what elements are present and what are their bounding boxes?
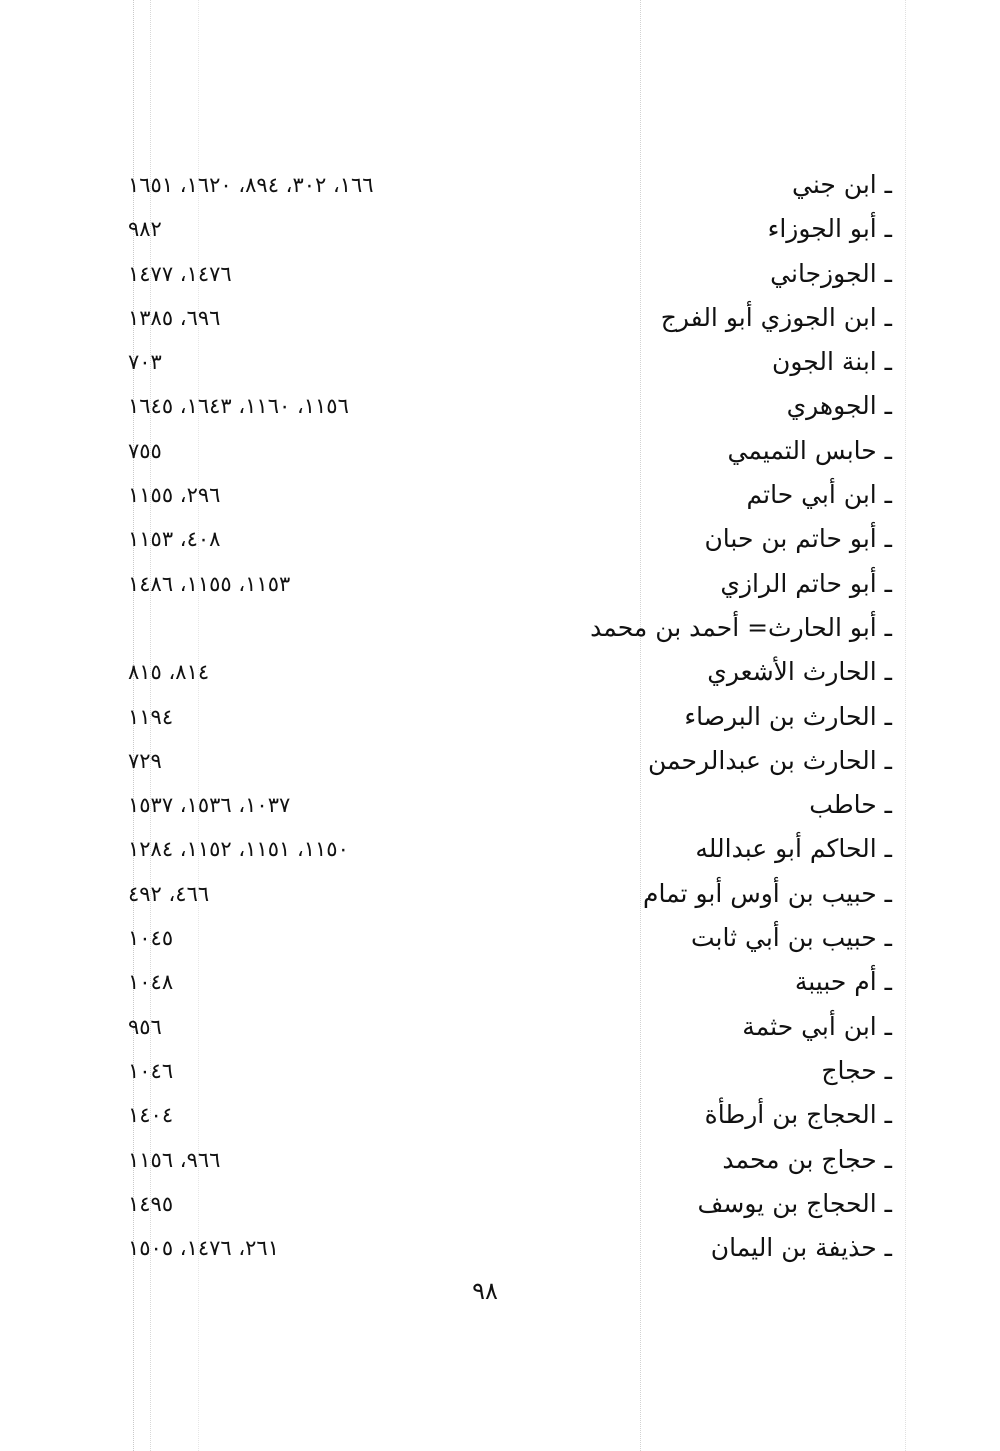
index-entry [0,518,1000,562]
entry-page-refs: ١٤٠٤ [128,1103,174,1128]
entry-name: ـ الحجاج بن يوسف [697,1188,892,1218]
entry-page-refs: ١٤٩٥ [128,1191,174,1216]
entry-page-refs: ٩٦٦، ١١٥٦ [128,1147,221,1172]
entry-page-refs: ١١٥٠، ١١٥١، ١١٥٢، ١٢٨٤ [128,837,349,862]
index-entry [0,253,1000,297]
entry-name: ـ ابن جني [792,170,892,199]
entry-name: ـ أبو الحارث= أحمد بن محمد [590,612,892,642]
entry-page-refs: ٦٩٦، ١٣٨٥ [128,305,221,330]
entry-page-refs: ٧٠٣ [128,350,162,375]
index-entry [0,1094,1000,1138]
index-entry [0,1050,1000,1094]
entry-name: ـ أبو الجوزاء [767,214,892,244]
entry-name: ـ حبيب بن أوس أبو تمام [643,878,892,908]
index-entry [0,740,1000,784]
index-entry [0,1139,1000,1183]
index-entry [0,873,1000,917]
entry-page-refs: ١١٥٣، ١١٥٥، ١٤٨٦ [128,571,291,596]
entry-page-refs: ٤٦٦، ٤٩٢ [128,881,210,906]
entry-page-refs: ١١٥٦، ١١٦٠، ١٦٤٣، ١٦٤٥ [128,394,349,419]
entry-name: ـ أبو حاتم الرازي [720,568,892,598]
entry-page-refs: ٢٩٦، ١١٥٥ [128,483,221,508]
page-number: ٩٨ [472,1277,498,1305]
entry-name: ـ ابن أبي حاتم [746,480,892,510]
entry-name: ـ الحارث الأشعري [707,657,892,687]
index-entry [0,474,1000,518]
entry-page-refs: ٤٠٨، ١١٥٣ [128,527,221,552]
index-entry [0,430,1000,474]
entry-name: ـ حذيفة بن اليمان [710,1233,892,1263]
entry-page-refs: ١٠٤٦ [128,1058,174,1083]
entry-name: ـ حاطب [809,790,892,820]
entry-name: ـ أم حبيبة [794,967,892,997]
index-entry [0,607,1000,651]
entry-name: ـ حجاج [821,1055,892,1085]
index-entry [0,341,1000,385]
entry-page-refs: ١١٩٤ [128,704,174,729]
entry-name: ـ ابن الجوزي أبو الفرج [660,302,892,332]
entry-name: ـ أبو حاتم بن حبان [704,524,892,554]
entry-name: ـ ابنة الجون [771,347,892,377]
index-entry [0,1227,1000,1271]
entry-name: ـ ابن أبي حثمة [742,1011,892,1041]
index-entry [0,297,1000,341]
index-entry [0,208,1000,252]
entry-page-refs: ٢٦١، ١٤٧٦، ١٥٠٥ [128,1236,279,1261]
entry-name: ـ حجاج بن محمد [722,1144,892,1174]
index-entry [0,651,1000,695]
entry-page-refs: ٧٢٩ [128,748,162,773]
entry-name: ـ الحارث بن البرصاء [684,701,892,731]
index-entry [0,1006,1000,1050]
index-entry [0,696,1000,740]
entry-name: ـ الحارث بن عبدالرحمن [648,745,892,775]
index-entry [0,563,1000,607]
entry-page-refs: ١٤٧٦، ١٤٧٧ [128,261,232,286]
entry-page-refs: ٩٥٦ [128,1014,162,1039]
index-entry [0,828,1000,872]
entry-page-refs: ١٦٦، ٣٠٢، ٨٩٤، ١٦٢٠، ١٦٥١ [128,173,374,197]
entry-page-refs: ١٠٤٨ [128,970,174,995]
index-entry [0,1183,1000,1227]
index-entry [0,164,1000,208]
entry-name: ـ الجوزجاني [770,258,892,288]
index-entry [0,385,1000,429]
index-entry [0,961,1000,1005]
entry-page-refs: ١٠٣٧، ١٥٣٦، ١٥٣٧ [128,793,291,818]
entry-page-refs: ١٠٤٥ [128,926,174,951]
entry-name: ـ الحاكم أبو عبدالله [695,834,892,864]
entry-page-refs: ٨١٤، ٨١٥ [128,660,210,685]
entry-page-refs: ٩٨٢ [128,217,162,242]
index-entry [0,917,1000,961]
entry-name: ـ حبيب بن أبي ثابت [690,923,892,953]
entry-page-refs: ٧٥٥ [128,438,162,463]
entry-name: ـ الحجاج بن أرطأة [704,1100,892,1130]
index-entry [0,784,1000,828]
entry-name: ـ الجوهري [786,391,892,421]
entry-name: ـ حابس التميمي [727,435,892,465]
name-index-list [0,164,1000,1271]
